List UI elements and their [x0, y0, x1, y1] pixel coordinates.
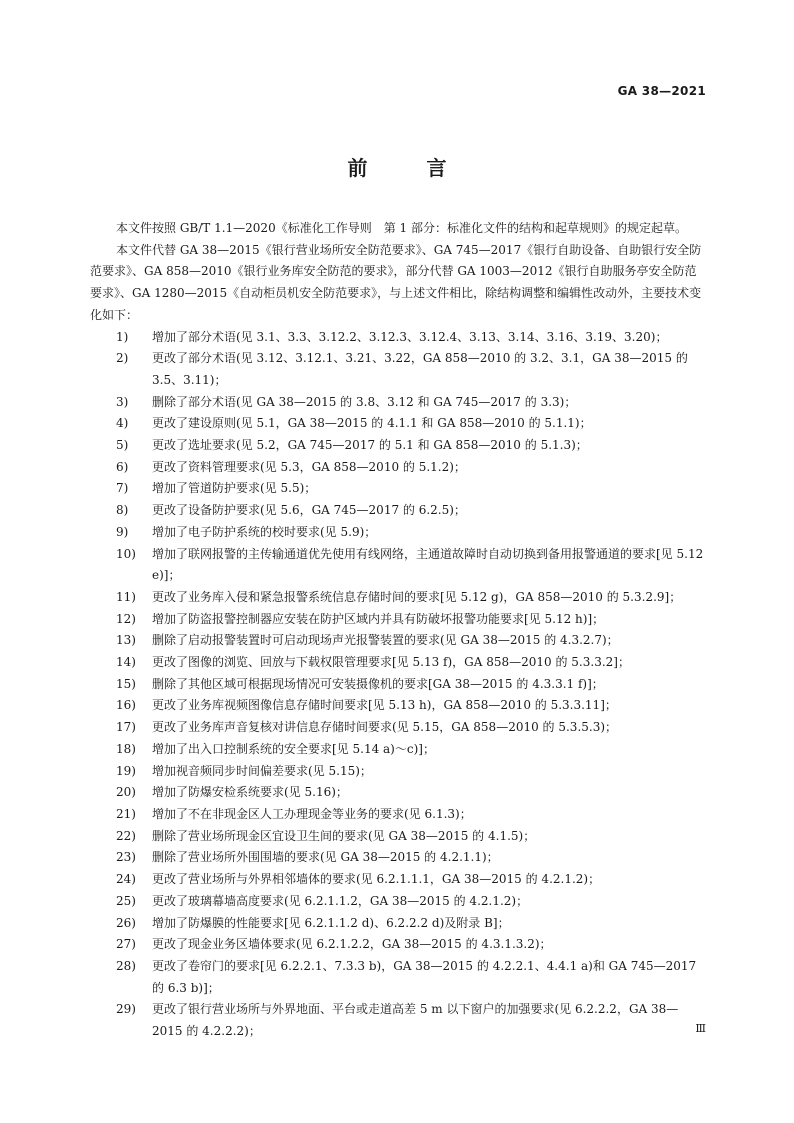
- standard-code: GA 38—2021: [617, 84, 706, 98]
- list-item: [116, 522, 706, 544]
- list-item: [116, 652, 706, 674]
- list-item-text: 删除了启动报警装置时可启动现场声光报警装置的要求(见 GA 38—2015 的 4.3.2.7)；: [152, 633, 619, 648]
- list-item-text: 删除了其他区域可根据现场情况可安装摄像机的要求[GA 38—2015 的 4.3.3.1 f)]；: [152, 676, 604, 691]
- list-item: [116, 674, 706, 696]
- list-item-text: 增加了出入口控制系统的安全要求[见 5.14 a)～c)]；: [152, 741, 435, 756]
- list-item-text: 更改了设备防护要求(见 5.6，GA 745—2017 的 6.2.5)；: [152, 503, 466, 518]
- paragraph: 本文件按照 GB/T 1.1—2020《标准化工作导则 第 1 部分：标准化文件的结构和起草规则》的规定起草。: [116, 221, 687, 235]
- list-item-number: 1): [116, 329, 129, 344]
- list-item-text: 更改了图像的浏览、回放与下载权限管理要求[见 5.13 f)，GA 858—2010 的 5.3.3.2]；: [152, 655, 630, 670]
- list-item-number: 15): [116, 676, 136, 691]
- list-item-text: 更改了部分术语(见 3.12、3.12.1、3.21、3.22，GA 858—2010 的 3.2、3.1，GA 38—2015 的 3.5、3.11)；: [152, 351, 688, 387]
- list-item-number: 8): [116, 503, 129, 518]
- list-item: [116, 348, 706, 391]
- list-item-number: 23): [116, 850, 136, 865]
- list-item-number: 6): [116, 459, 129, 474]
- list-item: [116, 956, 706, 999]
- list-item-text: 更改了卷帘门的要求[见 6.2.2.1、7.3.3 b)，GA 38—2015 的 4.2.2.1、4.4.1 a)和 GA 745—2017 的 6.3 b)]；: [152, 958, 697, 995]
- list-item-text: 增加了防爆膜的性能要求[见 6.2.1.1.2 d)、6.2.2.2 d)及附录 B]；: [152, 915, 510, 930]
- list-item: [116, 327, 706, 349]
- list-item-text: 更改了玻璃幕墙高度要求(见 6.2.1.1.2，GA 38—2015 的 4.2.1.2)；: [152, 893, 529, 908]
- list-item: [116, 826, 706, 848]
- list-item-text: 删除了营业场所现金区宜设卫生间的要求(见 GA 38—2015 的 4.1.5)；: [152, 828, 536, 843]
- list-item: [116, 695, 706, 717]
- page-title: 前 言: [347, 156, 473, 180]
- list-item-number: 29): [116, 1002, 136, 1017]
- list-item: [116, 587, 706, 609]
- list-item-number: 20): [116, 785, 136, 800]
- list-item-text: 增加了防爆安检系统要求(见 5.16)；: [152, 785, 348, 800]
- list-item: [116, 869, 706, 891]
- list-item-number: 2): [116, 351, 129, 366]
- list-item-number: 4): [116, 416, 129, 431]
- list-item-number: 19): [116, 763, 136, 778]
- list-item-text: 删除了部分术语(见 GA 38—2015 的 3.8、3.12 和 GA 745—2017 的 3.3)；: [152, 394, 577, 409]
- list-item-text: 增加视音频同步时间偏差要求(见 5.15)；: [152, 763, 372, 778]
- list-item-text: 增加了不在非现金区人工办理现金等业务的要求(见 6.1.3)；: [152, 806, 472, 821]
- list-item-number: 5): [116, 438, 129, 453]
- list-item-number: 13): [116, 633, 136, 648]
- list-item-text: 增加了部分术语(见 3.1、3.3、3.12.2、3.12.3、3.12.4、3.13、3.14、3.16、3.19、3.20)；: [152, 329, 668, 344]
- list-item: [116, 630, 706, 652]
- list-item: [116, 891, 706, 913]
- list-item-number: 10): [116, 546, 136, 561]
- list-item-number: 27): [116, 937, 136, 952]
- list-item: [116, 934, 706, 956]
- list-item: [116, 500, 706, 522]
- list-item-number: 14): [116, 655, 136, 670]
- list-item-text: 增加了防盗报警控制器应安装在防护区域内并具有防破坏报警功能要求[见 5.12 h)]；: [152, 611, 605, 626]
- list-item-number: 7): [116, 481, 129, 496]
- list-item-text: 增加了管道防护要求(见 5.5)；: [152, 481, 317, 496]
- list-item: [116, 913, 706, 935]
- list-item-text: 更改了业务库入侵和紧急报警系统信息存储时间的要求[见 5.12 g)，GA 858—2010 的 5.3.2.9]；: [152, 589, 682, 604]
- list-item: [116, 717, 706, 739]
- list-item-number: 25): [116, 893, 136, 908]
- list-item-number: 9): [116, 524, 129, 539]
- list-item-text: 更改了业务库声音复核对讲信息存储时间要求(见 5.15，GA 858—2010 的 5.3.5.3)；: [152, 720, 618, 735]
- page-number: Ⅲ: [695, 1022, 706, 1035]
- list-item: [116, 392, 706, 414]
- list-item-text: 更改了选址要求(见 5.2，GA 745—2017 的 5.1 和 GA 858—2010 的 5.1.3)；: [152, 438, 588, 453]
- list-item-text: 更改了资料管理要求(见 5.3，GA 858—2010 的 5.1.2)；: [152, 459, 466, 474]
- list-item-text: 删除了营业场所外围围墙的要求(见 GA 38—2015 的 4.2.1.1)；: [152, 850, 499, 865]
- list-item-text: 更改了营业场所与外界相邻墙体的要求(见 6.2.1.1.1，GA 38—2015 的 4.2.1.2)；: [152, 872, 601, 887]
- list-item: [116, 804, 706, 826]
- list-item: [116, 847, 706, 869]
- list-item-number: 12): [116, 611, 136, 626]
- foreword-body: [90, 218, 706, 1043]
- list-item-text: 更改了现金业务区墙体要求(见 6.2.1.2.2，GA 38—2015 的 4.3.1.3.2)；: [152, 937, 552, 952]
- list-item: [116, 999, 706, 1042]
- list-item-number: 28): [116, 958, 136, 973]
- list-item-text: 更改了业务库视频图像信息存储时间要求[见 5.13 h)，GA 858—2010 的 5.3.3.11]；: [152, 698, 617, 713]
- list-item: [116, 413, 706, 435]
- list-item-text: 更改了银行营业场所与外界地面、平台或走道高差 5 m 以下窗户的加强要求(见 6.2.2.2，GA 38—2015 的 4.2.2.2)；: [152, 1002, 679, 1039]
- list-item-number: 24): [116, 872, 136, 887]
- list-item: [116, 457, 706, 479]
- list-item: [116, 478, 706, 500]
- list-item-text: 增加了联网报警的主传输通道优先使用有线网络，主通道故障时自动切换到备用报警通道的要求[见 5.12 e)]；: [152, 546, 704, 583]
- list-item-number: 3): [116, 394, 129, 409]
- list-item-number: 17): [116, 720, 136, 735]
- list-item-number: 11): [116, 589, 136, 604]
- list-item-number: 26): [116, 915, 136, 930]
- change-list: [116, 327, 706, 1043]
- list-item-number: 22): [116, 828, 136, 843]
- list-item-number: 18): [116, 741, 136, 756]
- list-item: [116, 609, 706, 631]
- list-item: [116, 782, 706, 804]
- list-item-number: 21): [116, 806, 136, 821]
- list-item-text: 增加了电子防护系统的校时要求(见 5.9)；: [152, 524, 377, 539]
- list-item: [116, 544, 706, 587]
- list-item: [116, 435, 706, 457]
- paragraph: 本文件代替 GA 38—2015《银行营业场所安全防范要求》、GA 745—2017《银行自助设备、自助银行安全防范要求》、GA 858—2010《银行业务库安全防范的要求》，部分代替 GA 1003—2012《银行自助服务亭安全防范要求》、GA 1280—2015《自动柜员机安全防范要求》，与上述文件相比，除结构调整和编辑性改动外，主要技术变化如下：: [90, 242, 702, 322]
- list-item: [116, 761, 706, 783]
- list-item-number: 16): [116, 698, 136, 713]
- list-item-text: 更改了建设原则(见 5.1，GA 38—2015 的 4.1.1 和 GA 858—2010 的 5.1.1)；: [152, 416, 592, 431]
- intro-paragraphs: [90, 218, 706, 327]
- list-item: [116, 739, 706, 761]
